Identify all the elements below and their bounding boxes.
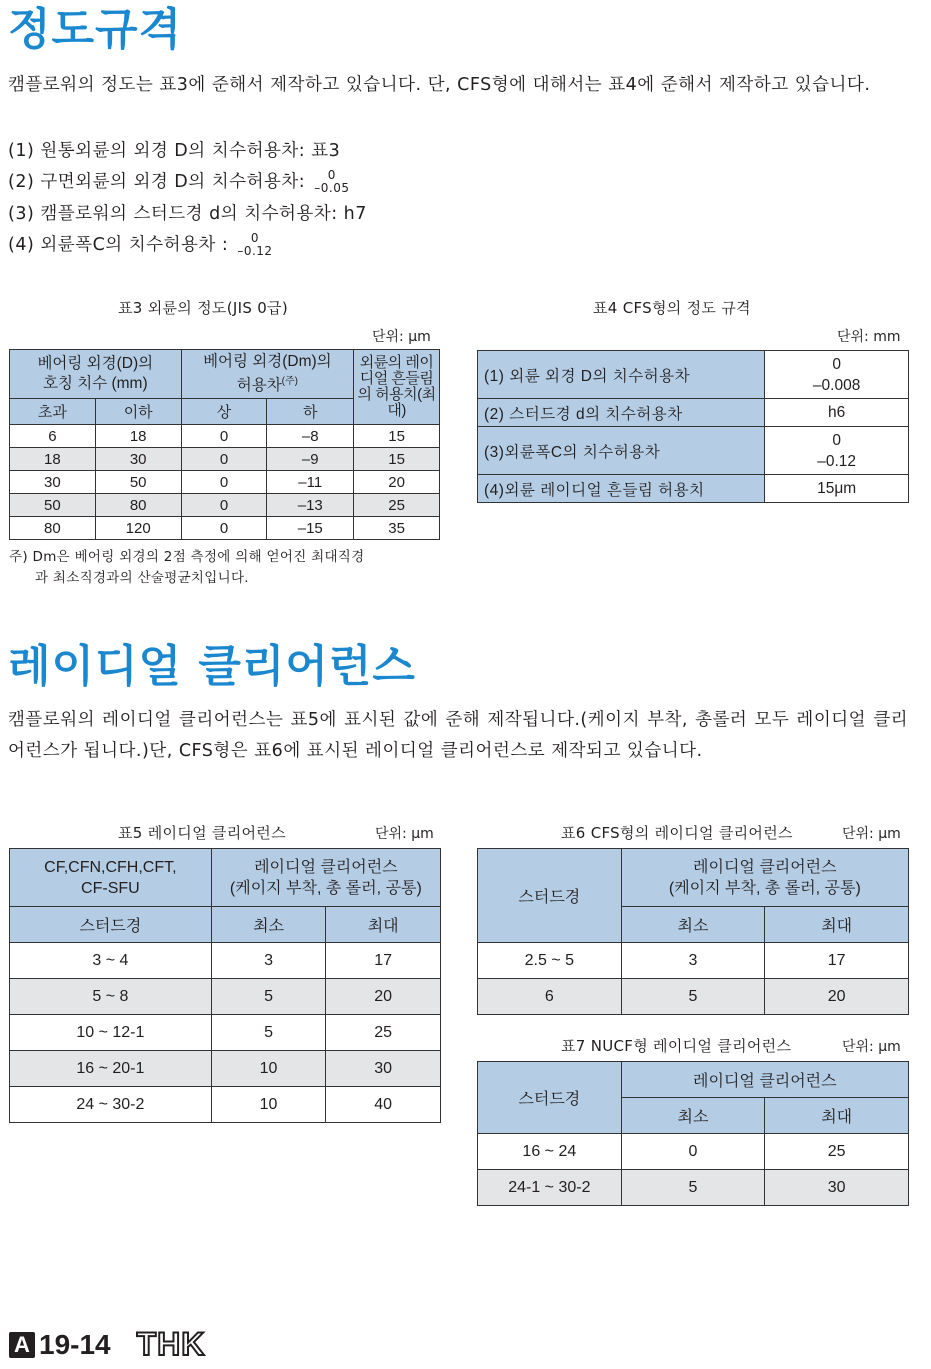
table-row <box>10 1087 441 1123</box>
page-footer <box>9 1326 205 1363</box>
table-cell: 20 <box>354 471 440 494</box>
table-cell: 0 <box>181 448 267 471</box>
table-cell: 16 ~ 20-1 <box>10 1051 212 1087</box>
table5-header-models: CF,CFN,CFH,CFT, CF-SFU <box>10 849 212 907</box>
table-cell: 20 <box>765 979 909 1015</box>
table6-header-min: 최소 <box>621 907 765 943</box>
table4-row-value: h6 <box>765 399 909 427</box>
table-cell: 0 <box>181 517 267 540</box>
table7-header-min: 최소 <box>621 1098 765 1134</box>
table6-caption: 표6 CFS형의 레이디얼 클리어런스 <box>561 824 793 842</box>
table-row <box>10 979 441 1015</box>
table3-header-incl: 이하 <box>95 399 181 425</box>
table-cell: 3 <box>621 943 765 979</box>
table-cell: 16 ~ 24 <box>478 1134 622 1170</box>
table-cell: 30 <box>765 1170 909 1206</box>
table-cell: 6 <box>478 979 622 1015</box>
table6-header-stud: 스터드경 <box>478 849 622 943</box>
table3 <box>9 349 440 540</box>
table7 <box>477 1061 909 1206</box>
table-row <box>10 517 440 540</box>
table-cell: 0 <box>181 494 267 517</box>
table-cell: 24-1 ~ 30-2 <box>478 1170 622 1206</box>
table-row <box>478 399 909 427</box>
table4 <box>477 350 909 503</box>
table-row <box>478 979 909 1015</box>
table5-header-min: 최소 <box>211 907 326 943</box>
table4-row-label: (3)외륜폭C의 치수허용차 <box>478 427 765 475</box>
table-row <box>10 494 440 517</box>
accuracy-item: (1) 원통외륜의 외경 D의 치수허용차: 표3 <box>8 141 341 161</box>
table-cell: –11 <box>267 471 354 494</box>
accuracy-item: (3) 캠플로워의 스터드경 d의 치수허용차: h7 <box>8 204 367 224</box>
table-cell: 30 <box>326 1051 441 1087</box>
table-row <box>478 1134 909 1170</box>
table6-header-clearance: 레이디얼 클리어런스 (케이지 부착, 총 롤러, 공통) <box>621 849 908 907</box>
table4-row-value: 0 –0.008 <box>765 351 909 399</box>
table5-header-max: 최대 <box>326 907 441 943</box>
clearance-intro: 캠플로워의 레이디얼 클리어런스는 표5에 표시된 값에 준해 제작됩니다.(케이지 부착, 총롤러 모두 레이디얼 클리어런스가 됩니다.)단, CFS형은 표6에 표시된 레이디얼 클리어런스로 제작되고 있습니다. <box>8 710 908 761</box>
table-cell: 40 <box>326 1087 441 1123</box>
table-cell: 50 <box>10 494 96 517</box>
table5-header-stud: 스터드경 <box>10 907 212 943</box>
table-row <box>478 427 909 475</box>
table-row <box>10 471 440 494</box>
accuracy-item: (2) 구면외륜의 외경 D의 치수허용차: 0 –0.05 <box>8 168 350 195</box>
table-cell: 6 <box>10 425 96 448</box>
table7-header-max: 최대 <box>765 1098 909 1134</box>
table3-header-od: 베어링 외경(D)의 호칭 치수 (mm) <box>10 350 182 399</box>
table5-header-clearance: 레이디얼 클리어런스 (케이지 부착, 총 롤러, 공통) <box>211 849 440 907</box>
table-cell: 30 <box>10 471 96 494</box>
table-cell: 2.5 ~ 5 <box>478 943 622 979</box>
table-cell: 5 <box>211 1015 326 1051</box>
table-cell: 10 ~ 12-1 <box>10 1015 212 1051</box>
table-row <box>10 1015 441 1051</box>
brand-logo: THK <box>136 1326 206 1362</box>
section-title-accuracy: 정도규격 <box>8 4 183 55</box>
table-row <box>478 475 909 503</box>
table-row <box>10 1051 441 1087</box>
table-cell: –15 <box>267 517 354 540</box>
table7-header-stud: 스터드경 <box>478 1062 622 1134</box>
table-row <box>10 943 441 979</box>
table-cell: 50 <box>95 471 181 494</box>
table-cell: 0 <box>181 471 267 494</box>
table-cell: 10 <box>211 1051 326 1087</box>
page-number: 19-14 <box>39 1328 111 1360</box>
table-cell: 25 <box>354 494 440 517</box>
table-row <box>478 943 909 979</box>
table-row <box>10 425 440 448</box>
table-cell: 17 <box>765 943 909 979</box>
table-row <box>478 1170 909 1206</box>
table-cell: 20 <box>326 979 441 1015</box>
table-cell: 3 ~ 4 <box>10 943 212 979</box>
table4-row-label: (4)외륜 레이디얼 흔들림 허용치 <box>478 475 765 503</box>
table7-caption: 표7 NUCF형 레이디얼 클리어런스 <box>561 1037 792 1055</box>
table-row <box>478 351 909 399</box>
table6-unit: 단위: μm <box>842 826 901 842</box>
table6 <box>477 848 909 1015</box>
table-cell: 17 <box>326 943 441 979</box>
tolerance-value: 0 –0.05 <box>314 168 350 195</box>
table-cell: –9 <box>267 448 354 471</box>
table-cell: 15 <box>354 425 440 448</box>
table-cell: 80 <box>95 494 181 517</box>
table-cell: 0 <box>621 1134 765 1170</box>
table-cell: 10 <box>211 1087 326 1123</box>
table5-caption: 표5 레이디얼 클리어런스 <box>118 824 286 842</box>
table-cell: 120 <box>95 517 181 540</box>
table-cell: 5 ~ 8 <box>10 979 212 1015</box>
table7-header-clearance: 레이디얼 클리어런스 <box>621 1062 908 1098</box>
table4-unit: 단위: mm <box>837 329 901 345</box>
table-cell: 18 <box>95 425 181 448</box>
table-cell: 5 <box>211 979 326 1015</box>
table-cell: 5 <box>621 979 765 1015</box>
table-cell: 15 <box>354 448 440 471</box>
table-cell: –13 <box>267 494 354 517</box>
table-cell: 35 <box>354 517 440 540</box>
section-title-clearance: 레이디얼 클리어런스 <box>8 641 416 692</box>
section-badge: A <box>9 1332 35 1358</box>
table4-row-value: 15μm <box>765 475 909 503</box>
table3-unit: 단위: μm <box>372 329 431 345</box>
accuracy-item: (4) 외륜폭C의 치수허용차 : 0 –0.12 <box>8 231 273 258</box>
table4-row-label: (2) 스터드경 d의 치수허용차 <box>478 399 765 427</box>
table-cell: 5 <box>621 1170 765 1206</box>
table4-caption: 표4 CFS형의 정도 규격 <box>593 299 751 317</box>
table-cell: 30 <box>95 448 181 471</box>
table3-header-upper: 상 <box>181 399 267 425</box>
table3-header-over: 초과 <box>10 399 96 425</box>
table-row <box>10 448 440 471</box>
table3-caption: 표3 외륜의 정도(JIS 0급) <box>118 299 288 317</box>
table3-note: 주) Dm은 베어링 외경의 2점 측정에 의해 얻어진 최대직경 과 최소직경과의 산술평균치입니다. <box>9 549 365 586</box>
table3-header-runout: 외륜의 레이디얼 흔들림의 허용치(최대) <box>354 350 440 425</box>
table-cell: 25 <box>326 1015 441 1051</box>
table-cell: –8 <box>267 425 354 448</box>
accuracy-intro: 캠플로워의 정도는 표3에 준해서 제작하고 있습니다. 단, CFS형에 대해서는 표4에 준해서 제작하고 있습니다. <box>8 75 871 95</box>
table6-header-max: 최대 <box>765 907 909 943</box>
table3-header-lower: 하 <box>267 399 354 425</box>
table3-header-dm: 베어링 외경(Dm)의 허용차$^{(주)}$ <box>181 350 354 399</box>
table4-row-value: 0 –0.12 <box>765 427 909 475</box>
table-cell: 25 <box>765 1134 909 1170</box>
table-cell: 3 <box>211 943 326 979</box>
table7-unit: 단위: μm <box>842 1039 901 1055</box>
table4-row-label: (1) 외륜 외경 D의 치수허용차 <box>478 351 765 399</box>
table-cell: 80 <box>10 517 96 540</box>
tolerance-value: 0 –0.12 <box>237 231 273 258</box>
table-cell: 18 <box>10 448 96 471</box>
table5 <box>9 848 441 1123</box>
table-cell: 0 <box>181 425 267 448</box>
table-cell: 24 ~ 30-2 <box>10 1087 212 1123</box>
table5-unit: 단위: μm <box>375 826 434 842</box>
